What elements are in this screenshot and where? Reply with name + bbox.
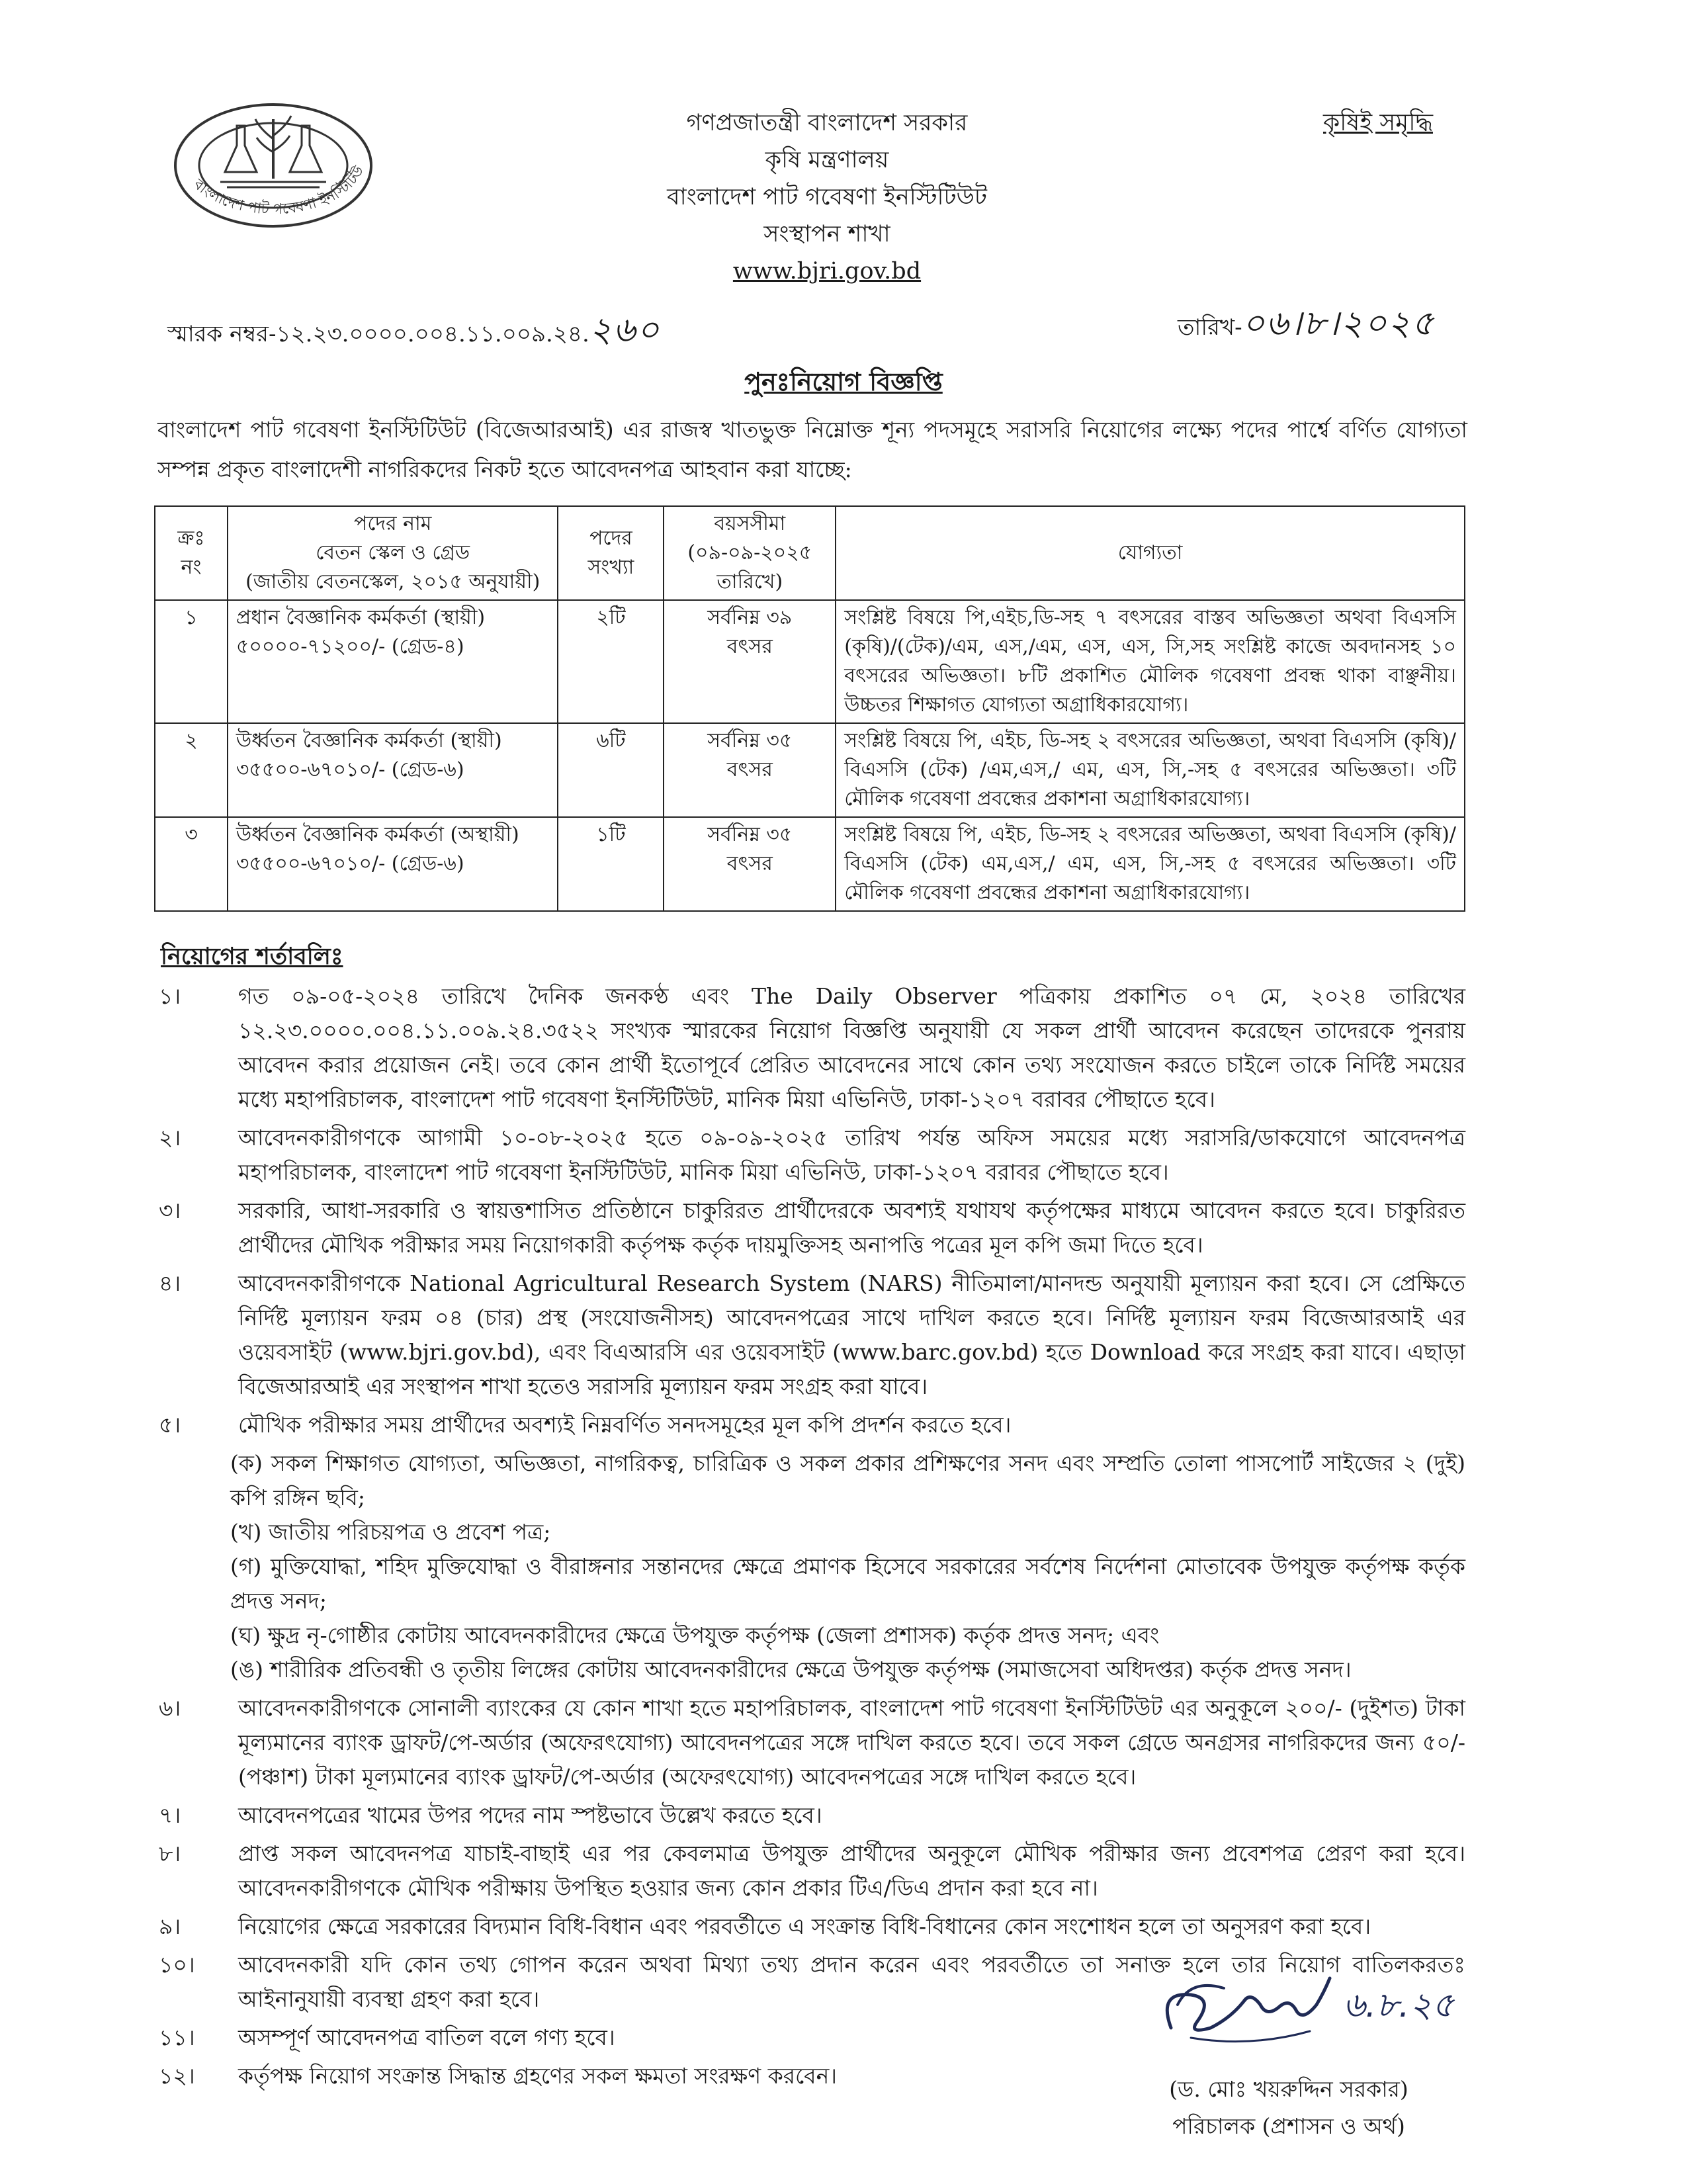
signatory-name: (ড. মোঃ খয়রুদ্দিন সরকার) (1169, 2076, 1408, 2102)
row-serial: ২ (155, 723, 228, 817)
header-age: বয়সসীমা (০৯-০৯-২০২৫ তারিখে) (664, 506, 836, 600)
list-item: ১২। কর্তৃপক্ষ নিয়োগ সংক্রান্ত সিদ্ধান্ত গ্রহণের সকল ক্ষমতা সংরক্ষণ করবেন। (159, 2063, 838, 2089)
row-age: সর্বনিম্ন ৩৫ বৎসর (664, 817, 836, 911)
list-item: ৪। আবেদনকারীগণকে National Agricultural Research System (NARS) নীতিমালা/মানদন্ড অনুযায়ী মূল্যায়ন করা হবে। সে প্রেক্ষিতে নির্দিষ্ট মূল্যায়ন ফরম ০৪ (চার) প্রস্থ (সংযোজনীসহ) আবেদনপত্রের সাথে দাখিল করতে হবে। নির্দিষ্ট মূল্যায়ন ফরম বিজেআরআই এর ওয়েবসাইট (www.bjri.gov.bd), এবং বিএআরসি এর ওয়েবসাইট (www.barc.gov.bd) হতে Download করে সংগ্রহ করা যাবে। এছাড়া বিজেআরআই এর সংস্থাপন শাখা হতেও সরাসরি মূল্যায়ন ফরম সংগ্রহ করা যাবে। (159, 1270, 1465, 1399)
memo-label: স্মারক নম্বর-১২.২৩.০০০০.০০৪.১১.০০৯.২৪. (167, 321, 589, 347)
terms-list (159, 979, 1465, 2097)
row-qualification: সংশ্লিষ্ট বিষয়ে পি, এইচ, ডি-সহ ২ বৎসরের অভিজ্ঞতা, অথবা বিএসসি (কৃষি)/ বিএসসি (টেক) /এম,এস,/ এম, এস, সি,-সহ ৫ বৎসরের অভিজ্ঞতা। ৩টি মৌলিক গবেষণা প্রবন্ধের প্রকাশনা অগ্রাধিকারযোগ্য। (836, 723, 1465, 817)
list-item: ৬। আবেদনকারীগণকে সোনালী ব্যাংকের যে কোন শাখা হতে মহাপরিচালক, বাংলাদেশ পাট গবেষণা ইনস্টিটিউট এর অনুকূলে ২০০/- (দুইশত) টাকা মূল্যমানের ব্যাংক ড্রাফট/পে-অর্ডার (অফেরৎযোগ্য) আবেদনপত্রের সঙ্গে দাখিল করতে হবে। তবে সকল গ্রেডে অনগ্রসর নাগরিকদের জন্য ৫০/- (পঞ্চাশ) টাকা মূল্যমানের ব্যাংক ড্রাফট/পে-অর্ডার (অফেরৎযোগ্য) আবেদনপত্রের সঙ্গে দাখিল করতে হবে। (159, 1695, 1465, 1790)
table-row (155, 817, 1465, 911)
sub-item: (খ) জাতীয় পরিচয়পত্র ও প্রবেশ পত্র; (230, 1519, 551, 1545)
header-section: সংস্থাপন শাখা (763, 221, 890, 247)
row-count: ৬টি (558, 723, 664, 817)
row-age: সর্বনিম্ন ৩৫ বৎসর (664, 723, 836, 817)
row-post: উর্ধ্বতন বৈজ্ঞানিক কর্মকর্তা (অস্থায়ী) ৩৫৫০০-৬৭০১০/- (গ্রেড-৬) (228, 817, 558, 911)
header-qualification: যোগ্যতা (836, 506, 1465, 600)
date-handwritten-value: ০৬।৮।২০২৫ (1242, 304, 1436, 343)
list-item: ৫। মৌখিক পরীক্ষার সময় প্রার্থীদের অবশ্যই নিম্নবর্ণিত সনদসমূহের মূল কপি প্রদর্শন করতে হবে। (159, 1412, 1012, 1438)
memo-handwritten-number: ২৬০ (589, 310, 661, 350)
row-count: ২টি (558, 600, 664, 723)
header-post: পদের নাম বেতন স্কেল ও গ্রেড (জাতীয় বেতনস্কেল, ২০১৫ অনুযায়ী) (228, 506, 558, 600)
row-serial: ১ (155, 600, 228, 723)
slogan: কৃষিই সমৃদ্ধি (1323, 109, 1433, 136)
row-qualification: সংশ্লিষ্ট বিষয়ে পি, এইচ, ডি-সহ ২ বৎসরের অভিজ্ঞতা, অথবা বিএসসি (কৃষি)/ বিএসসি (টেক) এম,এস,/ এম, এস, সি,-সহ ৫ বৎসরের অভিজ্ঞতা। ৩টি মৌলিক গবেষণা প্রবন্ধের প্রকাশনা অগ্রাধিকারযোগ্য। (836, 817, 1465, 911)
list-item: ১। গত ০৯-০৫-২০২৪ তারিখে দৈনিক জনকণ্ঠ এবং The Daily Observer পত্রিকায় প্রকাশিত ০৭ মে, ২০২৪ তারিখের ১২.২৩.০০০০.০০৪.১১.০০৯.২৪.৩৫২২ সংখ্যক স্মারকের নিয়োগ বিজ্ঞপ্তি অনুযায়ী যে সকল প্রার্থী আবেদন করেছেন তাদেরকে পুনরায় আবেদন করার প্রয়োজন নেই। তবে কোন প্রার্থী ইতোপূর্বে প্রেরিত আবেদনের সাথে কোন তথ্য সংযোজন করতে চাইলে তাকে নির্দিষ্ট সময়ের মধ্যে মহাপরিচালক, বাংলাদেশ পাট গবেষণা ইনস্টিটিউট, মানিক মিয়া এভিনিউ, ঢাকা-১২০৭ বরাবর পৌছাতে হবে। (159, 983, 1465, 1112)
signature-date: ৬.৮.২৫ (1343, 1986, 1455, 2025)
table-row (155, 723, 1465, 817)
list-item: ৮। প্রাপ্ত সকল আবেদনপত্র যাচাই-বাছাই এর পর কেবলমাত্র উপযুক্ত প্রার্থীদের অনুকূলে মৌখিক পরীক্ষার জন্য প্রবেশপত্র প্রেরণ করা হবে। আবেদনকারীগণকে মৌখিক পরীক্ষায় উপস্থিত হওয়ার জন্য কোন প্রকার টিএ/ডিএ প্রদান করা হবে না। (159, 1841, 1465, 1901)
list-item: ৩। সরকারি, আধা-সরকারি ও স্বায়ত্তশাসিত প্রতিষ্ঠানে চাকুরিরত প্রার্থীদেরকে অবশ্যই যথাযথ কর্তৃপক্ষের মাধ্যমে আবেদন করতে হবে। চাকুরিরত প্রার্থীদের মৌখিক পরীক্ষার সময় নিয়োগকারী কর্তৃপক্ষ কর্তৃক দায়মুক্তিসহ অনাপত্তি পত্রের মূল কপি জমা দিতে হবে। (159, 1198, 1465, 1258)
header-ministry: কৃষি মন্ত্রণালয় (765, 147, 889, 173)
row-post: প্রধান বৈজ্ঞানিক কর্মকর্তা (স্থায়ী) ৫০০০০-৭১২০০/- (গ্রেড-৪) (228, 600, 558, 723)
header-serial: ক্রঃ নং (155, 506, 228, 600)
svg-text:বাংলাদেশ পাট গবেষণা ইনস্টিটিউট: বাংলাদেশ পাট গবেষণা ইনস্টিটিউ (190, 163, 368, 218)
sub-item: (গ) মুক্তিযোদ্ধা, শহিদ মুক্তিযোদ্ধা ও বীরাঙ্গনার সন্তানদের ক্ষেত্রে প্রমাণক হিসেবে সরকারের সর্বশেষ নির্দেশনা মোতাবেক উপযুক্ত কর্তৃপক্ষ কর্তৃক প্রদত্ত সনদ; (230, 1553, 1465, 1614)
list-item: ১১। অসম্পূর্ণ আবেদনপত্র বাতিল বলে গণ্য হবে। (159, 2025, 615, 2050)
signatory-designation: পরিচালক (প্রশাসন ও অর্থ) (1172, 2113, 1405, 2139)
table-header-row (155, 506, 1465, 600)
list-item: ৭। আবেদনপত্রের খামের উপর পদের নাম স্পষ্টভাবে উল্লেখ করতে হবে। (159, 1802, 822, 1828)
row-serial: ৩ (155, 817, 228, 911)
notice-title: পুনঃনিয়োগ বিজ্ঞপ্তি (744, 367, 943, 396)
header-institute: বাংলাদেশ পাট গবেষণা ইনস্টিটিউট (667, 184, 987, 210)
list-item: ২। আবেদনকারীগণকে আগামী ১০-০৮-২০২৫ হতে ০৯-০৯-২০২৫ তারিখ পর্যন্ত অফিস সময়ের মধ্যে সরাসরি/ডাকযোগে আবেদনপত্র মহাপরিচালক, বাংলাদেশ পাট গবেষণা ইনস্টিটিউট, মানিক মিয়া এভিনিউ, ঢাকা-১২০৭ বরাবর পৌছাতে হবে। (159, 1125, 1465, 1185)
row-count: ১টি (558, 817, 664, 911)
table-row (155, 600, 1465, 723)
row-age: সর্বনিম্ন ৩৯ বৎসর (664, 600, 836, 723)
bjri-seal-icon (171, 99, 376, 232)
header-govt: গণপ্রজাতন্ত্রী বাংলাদেশ সরকার (686, 110, 968, 136)
handwritten-signature-icon (1151, 1965, 1350, 2054)
sub-item: (ক) সকল শিক্ষাগত যোগ্যতা, অভিজ্ঞতা, নাগরিকত্ব, চারিত্রিক ও সকল প্রকার প্রশিক্ষণের সনদ এবং সম্প্রতি তোলা পাসপোর্ট সাইজের ২ (দুই) কপি রঙ্গিন ছবি; (230, 1450, 1465, 1510)
date-label: তারিখ- (1178, 314, 1242, 341)
row-qualification: সংশ্লিষ্ট বিষয়ে পি,এইচ,ডি-সহ ৭ বৎসরের বাস্তব অভিজ্ঞতা অথবা বিএসসি (কৃষি)/(টেক)/এম, এস,/এম, এস, এস, সি,সহ সংশ্লিষ্ট কাজে অবদানসহ ১০ বৎসরের অভিজ্ঞতা। ৮টি প্রকাশিত মৌলিক গবেষণা প্রবন্ধ থাকা বাঞ্ছনীয়। উচ্চতর শিক্ষাগত যোগ্যতা অগ্রাধিকারযোগ্য। (836, 600, 1465, 723)
list-item: ৯। নিয়োগের ক্ষেত্রে সরকারের বিদ্যমান বিধি-বিধান এবং পরবর্তীতে এ সংক্রান্ত বিধি-বিধানের কোন সংশোধন হলে তা অনুসরণ করা হবে। (159, 1913, 1371, 1939)
memo-number (167, 303, 660, 361)
terms-title: নিয়োগের শর্তাবলিঃ (161, 943, 343, 970)
row-post: উর্ধ্বতন বৈজ্ঞানিক কর্মকর্তা (স্থায়ী) ৩৫৫০০-৬৭০১০/- (গ্রেড-৬) (228, 723, 558, 817)
sub-item: (ঙ) শারীরিক প্রতিবন্ধী ও তৃতীয় লিঙ্গের কোটায় আবেদনকারীদের ক্ষেত্রে উপযুক্ত কর্তৃপক্ষ (সমাজসেবা অধিদপ্তর) কর্তৃক প্রদত্ত সনদ। (230, 1657, 1352, 1682)
posts-table (154, 505, 1465, 912)
intro-paragraph: বাংলাদেশ পাট গবেষণা ইনস্টিটিউট (বিজেআরআই) এর রাজস্ব খাতভুক্ত নিম্নোক্ত শূন্য পদসমূহে সরাসরি নিয়োগের লক্ষ্যে পদের পার্শ্বে বর্ণিত যোগ্যতা সম্পন্ন প্রকৃত বাংলাদেশী নাগরিকদের নিকট হতে আবেদনপত্র আহবান করা যাচ্ছে: (157, 417, 1467, 482)
issue-date (1178, 296, 1435, 354)
list-item: ১০। আবেদনকারী যদি কোন তথ্য গোপন করেন অথবা মিথ্যা তথ্য প্রদান করেন এবং পরবর্তীতে তা সনাক্ত হলে তার নিয়োগ বাতিলকরতঃ আইনানুযায়ী ব্যবস্থা গ্রহণ করা হবে। (159, 1952, 1465, 2012)
header-website-link[interactable]: www.bjri.gov.bd (732, 258, 922, 284)
header-count: পদের সংখ্যা (558, 506, 664, 600)
sub-item: (ঘ) ক্ষুদ্র নৃ-গোষ্ঠীর কোটায় আবেদনকারীদের ক্ষেত্রে উপযুক্ত কর্তৃপক্ষ (জেলা প্রশাসক) কর্তৃক প্রদত্ত সনদ; এবং (230, 1622, 1160, 1648)
